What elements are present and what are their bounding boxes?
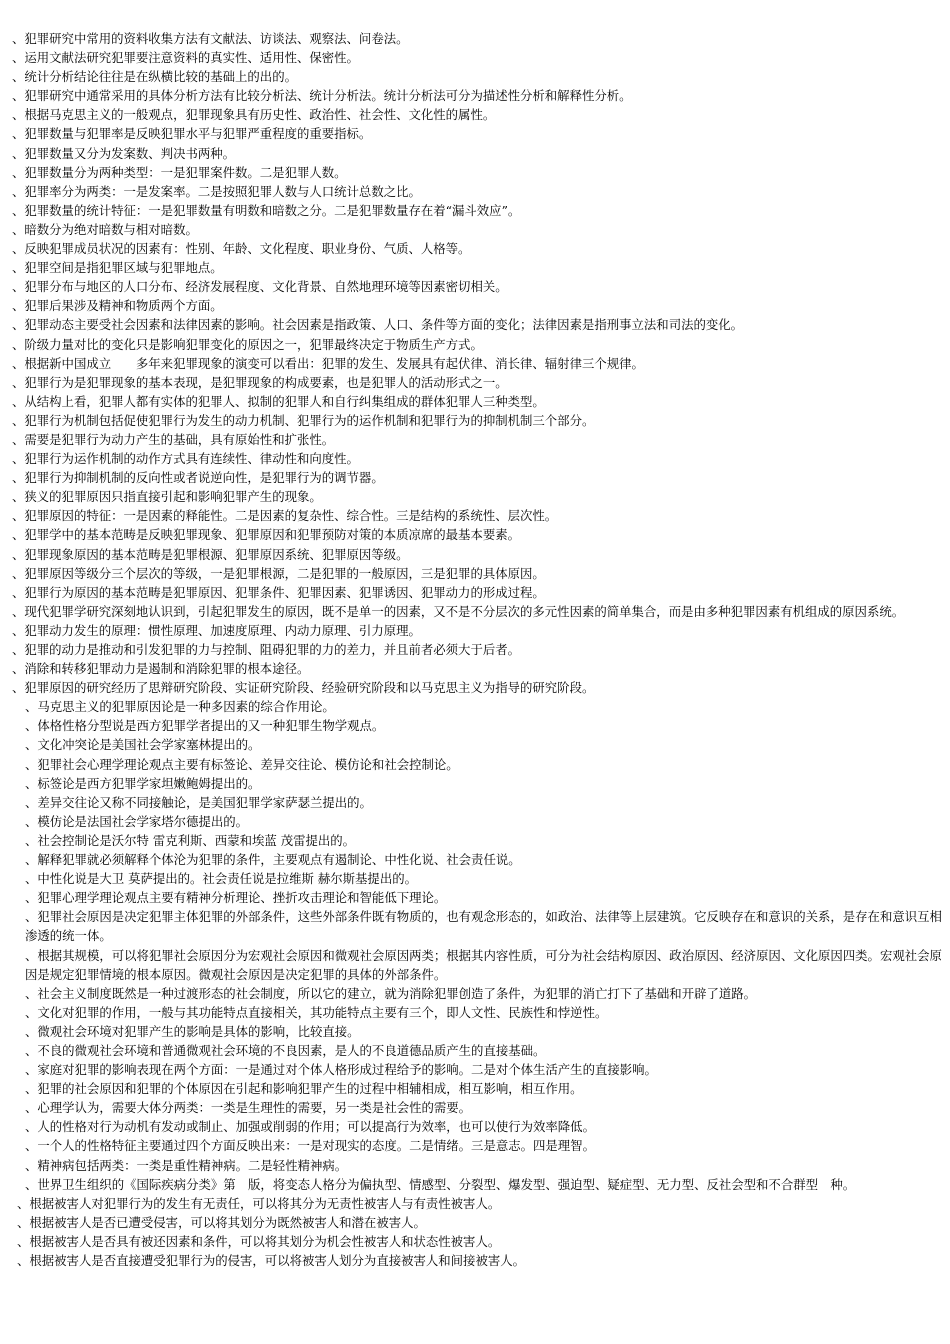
paragraph: 、阶级力量对比的变化只是影响犯罪变化的原因之一，犯罪最终决定于物质生产方式。 [12, 336, 483, 352]
paragraph: 、根据其规模，可以将犯罪社会原因分为宏观社会原因和微观社会原因两类；根据其内容性质，可分为社会结构原因、政治原因、经济原因、文化原因四类。宏观社会原因是规定犯罪情境的根本原因。微观社会原因是决定犯罪的具体的外部条件。 [25, 947, 942, 982]
paragraph: 、犯罪行为机制包括促使犯罪行为发生的动力机制、犯罪行为的运作机制和犯罪行为的抑制机制三个部分。 [12, 412, 595, 428]
paragraph: 、微观社会环境对犯罪产生的影响是具体的影响，比较直接。 [25, 1023, 360, 1039]
paragraph: 、犯罪数量的统计特征：一是犯罪数量有明数和暗数之分。二是犯罪数量存在着“漏斗效应”。 [12, 202, 521, 218]
paragraph: 、根据被害人对犯罪行为的发生有无责任，可以将其分为无责性被害人与有责性被害人。 [17, 1195, 501, 1211]
paragraph: 、犯罪行为是犯罪现象的基本表现，是犯罪现象的构成要素，也是犯罪人的活动形式之一。 [12, 374, 508, 390]
paragraph: 、从结构上看，犯罪人都有实体的犯罪人、拟制的犯罪人和自行纠集组成的群体犯罪人三种类型。 [12, 393, 545, 409]
paragraph: 、狭义的犯罪原因只指直接引起和影响犯罪产生的现象。 [12, 489, 322, 505]
paragraph: 、犯罪研究中常用的资料收集方法有文献法、访谈法、观察法、问卷法。 [12, 31, 409, 46]
paragraph: 、犯罪行为抑制机制的反向性或者说逆向性，是犯罪行为的调节器。 [12, 470, 384, 486]
paragraph: 、犯罪行为原因的基本范畴是犯罪原因、犯罪条件、犯罪因素、犯罪诱因、犯罪动力的形成过程。 [12, 584, 545, 600]
paragraph: 、世界卫生组织的《国际疾病分类》第 版，将变态人格分为偏执型、情感型、分裂型、爆发型、强迫型、疑症型、无力型、反社会型和不合群型 种。 [25, 1176, 856, 1192]
paragraph: 、犯罪原因的研究经历了思辩研究阶段、实证研究阶段、经验研究阶段和以马克思主义为指导的研究阶段。 [12, 680, 595, 696]
paragraph: 、运用文献法研究犯罪要注意资料的真实性、适用性、保密性。 [12, 50, 359, 66]
paragraph: 、犯罪学中的基本范畴是反映犯罪现象、犯罪原因和犯罪预防对策的本质凉席的最基本要素。 [12, 527, 521, 543]
paragraph: 、不良的微观社会环境和普通微观社会环境的不良因素，是人的不良道德品质产生的直接基础。 [25, 1042, 546, 1058]
paragraph: 、中性化说是大卫 莫萨提出的。社会责任说是拉维斯 赫尔斯基提出的。 [25, 871, 417, 887]
paragraph: 、犯罪数量又分为发案数、判决书两种。 [12, 145, 236, 161]
paragraph: 、犯罪社会原因是决定犯罪主体犯罪的外部条件，这些外部条件既有物质的，也有观念形态的，如政治、法律等上层建筑。它反映存在和意识的关系，是存在和意识互相渗透的统一体。 [25, 909, 942, 944]
paragraph: 、暗数分为绝对暗数与相对暗数。 [12, 221, 198, 237]
paragraph: 、现代犯罪学研究深刻地认识到，引起犯罪发生的原因，既不是单一的因素，又不是不分层次的多元性因素的简单集合，而是由多种犯罪因素有机组成的原因系统。 [12, 603, 905, 619]
paragraph: 、犯罪行为运作机制的动作方式具有连续性、律动性和向度性。 [12, 451, 359, 467]
paragraph: 、差异交往论又称不同接触论，是美国犯罪学家萨瑟兰提出的。 [25, 794, 372, 810]
paragraph: 、标签论是西方犯罪学家坦嫩鲍姆提出的。 [25, 775, 261, 791]
paragraph: 、根据马克思主义的一般观点，犯罪现象具有历史性、政治性、社会性、文化性的属性。 [12, 107, 496, 123]
paragraph: 、犯罪心理学理论观点主要有精神分析理论、挫折攻击理论和智能低下理论。 [25, 890, 447, 906]
paragraph: 、社会主义制度既然是一种过渡形态的社会制度，所以它的建立，就为消除犯罪创造了条件，为犯罪的消亡打下了基础和开辟了道路。 [25, 985, 757, 1001]
paragraph: 、根据被害人是否直接遭受犯罪行为的侵害，可以将被害人划分为直接被害人和间接被害人。 [17, 1253, 526, 1268]
paragraph: 、文化冲突论是美国社会学家塞林提出的。 [25, 737, 261, 753]
paragraph: 、犯罪动力发生的原理：惯性原理、加速度原理、内动力原理、引力原理。 [12, 622, 421, 638]
paragraph: 、犯罪研究中通常采用的具体分析方法有比较分析法、统计分析法。统计分析法可分为描述性分析和解释性分析。 [12, 88, 632, 104]
paragraph: 、犯罪数量分为两种类型：一是犯罪案件数。二是犯罪人数。 [12, 164, 347, 180]
paragraph: 、统计分析结论往往是在纵横比较的基础上的出的。 [12, 69, 297, 85]
paragraph: 、反映犯罪成员状况的因素有：性别、年龄、文化程度、职业身份、气质、人格等。 [12, 241, 471, 257]
paragraph: 、精神病包括两类：一类是重性精神病。二是轻性精神病。 [25, 1157, 348, 1173]
paragraph: 、犯罪的动力是推动和引发犯罪的力与控制、阻碍犯罪的力的差力，并且前者必须大于后者。 [12, 642, 521, 657]
paragraph: 、犯罪社会心理学理论观点主要有标签论、差异交往论、模仿论和社会控制论。 [25, 756, 459, 772]
paragraph: 、犯罪空间是指犯罪区域与犯罪地点。 [12, 260, 223, 276]
paragraph: 、社会控制论是沃尔特 雷克利斯、西蒙和埃蓝 茂雷提出的。 [25, 832, 356, 848]
paragraph: 、家庭对犯罪的影响表现在两个方面：一是通过对个体人格形成过程给予的影响。二是对个体生活产生的直接影响。 [25, 1062, 657, 1078]
paragraph: 、需要是犯罪行为动力产生的基础，具有原始性和扩张性。 [12, 431, 335, 447]
paragraph: 、根据被害人是否具有被还因素和条件，可以将其划分为机会性被害人和状态性被害人。 [17, 1233, 501, 1249]
paragraph: 、模仿论是法国社会学家塔尔德提出的。 [25, 813, 249, 829]
paragraph: 、犯罪原因等级分三个层次的等级，一是犯罪根源，二是犯罪的一般原因，三是犯罪的具体原因。 [12, 565, 545, 581]
paragraph: 、马克思主义的犯罪原因论是一种多因素的综合作用论。 [25, 699, 335, 715]
paragraph: 、根据新中国成立 多年来犯罪现象的演变可以看出：犯罪的发生、发展具有起伏律、消长律、辐射律三个规律。 [12, 355, 644, 371]
paragraph: 、犯罪现象原因的基本范畴是犯罪根源、犯罪原因系统、犯罪原因等级。 [12, 546, 409, 562]
paragraph: 、一个人的性格特征主要通过四个方面反映出来：一是对现实的态度。二是情绪。三是意志。四是理智。 [25, 1138, 595, 1154]
paragraph: 、犯罪动态主要受社会因素和法律因素的影响。社会因素是指政策、人口、条件等方面的变化；法律因素是指刑事立法和司法的变化。 [12, 317, 744, 333]
paragraph: 、解释犯罪就必须解释个体沦为犯罪的条件，主要观点有遏制论、中性化说、社会责任说。 [25, 852, 521, 868]
paragraph: 、心理学认为，需要大体分两类：一类是生理性的需要，另一类是社会性的需要。 [25, 1100, 472, 1116]
paragraph: 、犯罪分布与地区的人口分布、经济发展程度、文化背景、自然地理环境等因素密切相关。 [12, 279, 508, 295]
paragraph: 、犯罪后果涉及精神和物质两个方面。 [12, 298, 223, 314]
paragraph: 、人的性格对行为动机有发动或制止、加强或削弱的作用；可以提高行为效率，也可以使行为效率降低。 [25, 1119, 595, 1135]
paragraph: 、犯罪原因的特征：一是因素的释能性。二是因素的复杂性、综合性。三是结构的系统性、层次性。 [12, 508, 558, 524]
paragraph: 、体格性格分型说是西方犯罪学者提出的又一种犯罪生物学观点。 [25, 718, 385, 734]
paragraph: 、根据被害人是否已遭受侵害，可以将其划分为既然被害人和潜在被害人。 [17, 1214, 426, 1230]
paragraph: 、犯罪率分为两类：一是发案率。二是按照犯罪人数与人口统计总数之比。 [12, 183, 421, 199]
paragraph: 、犯罪数量与犯罪率是反映犯罪水平与犯罪严重程度的重要指标。 [12, 126, 372, 142]
paragraph: 、消除和转移犯罪动力是遏制和消除犯罪的根本途径。 [12, 661, 310, 677]
paragraph: 、文化对犯罪的作用，一般与其功能特点直接相关，其功能特点主要有三个，即人文性、民族性和悖逆性。 [25, 1004, 608, 1020]
paragraph: 、犯罪的社会原因和犯罪的个体原因在引起和影响犯罪产生的过程中相辅相成，相互影响，相互作用。 [25, 1081, 583, 1097]
